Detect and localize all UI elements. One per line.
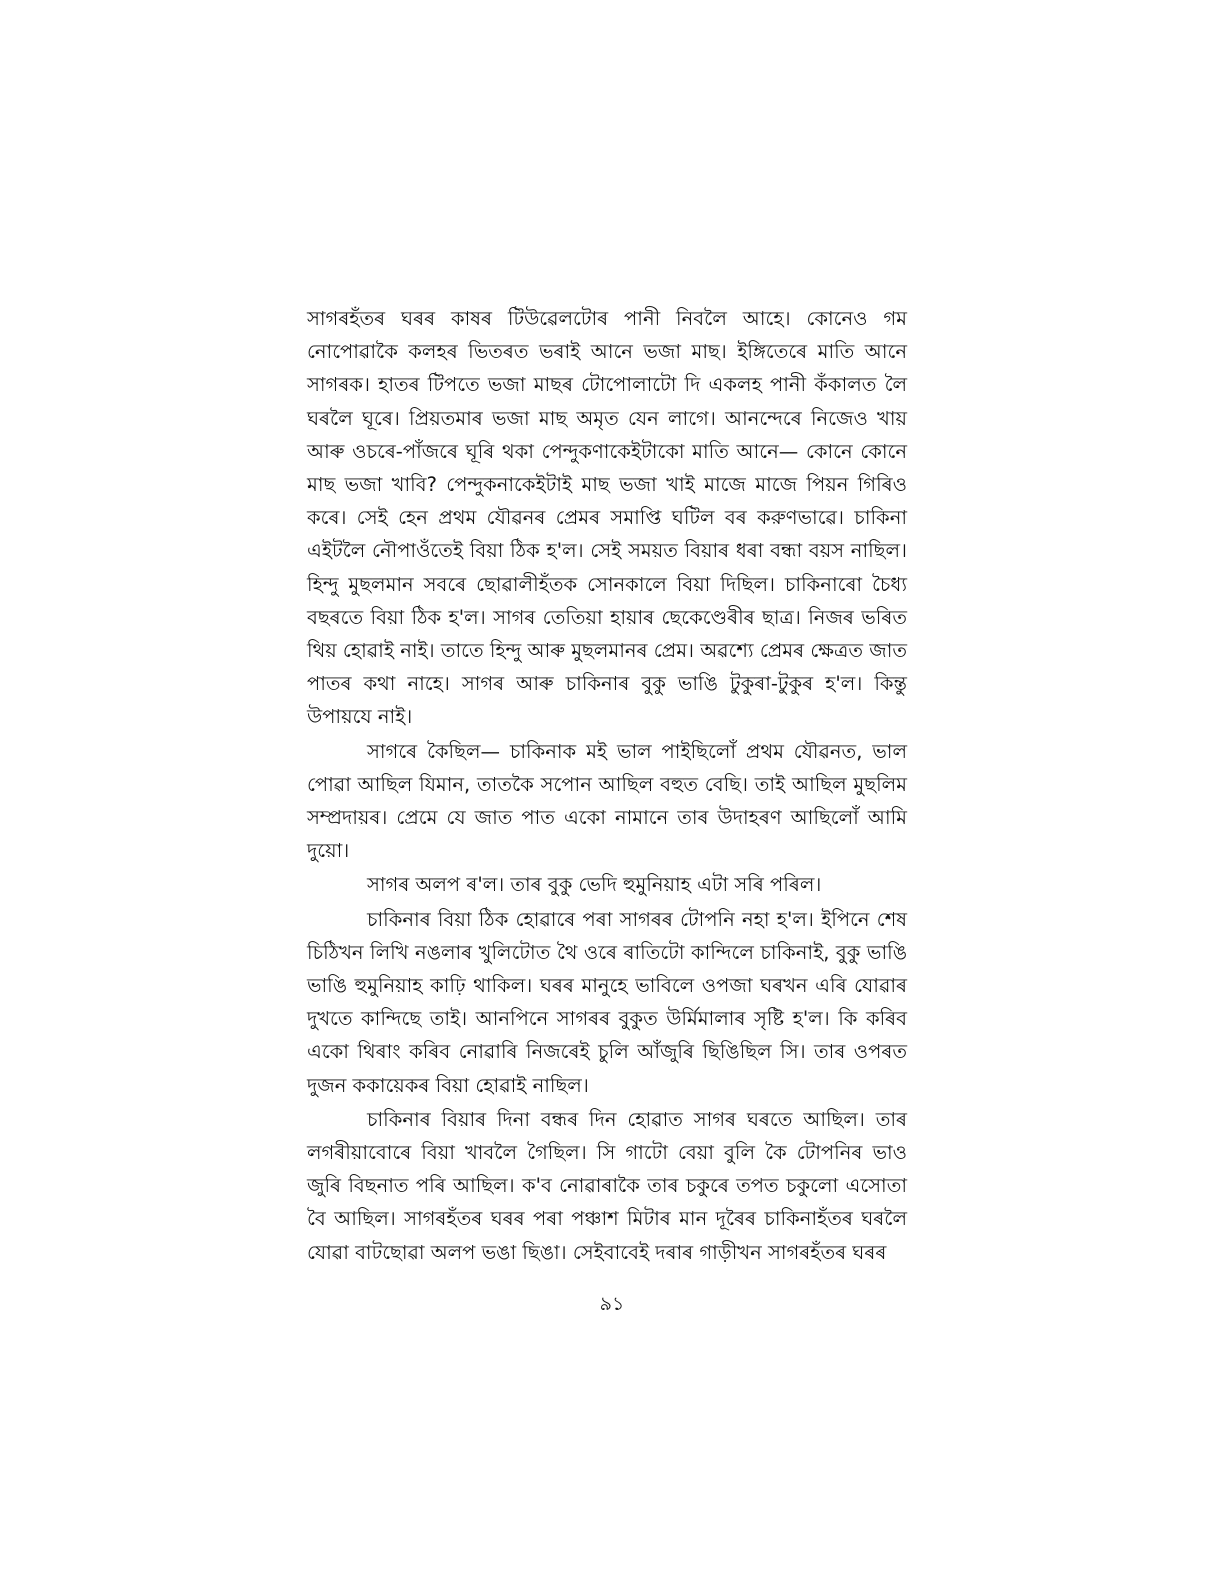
paragraph-2: সাগৰে কৈছিল— চাকিনাক মই ভাল পাইছিলোঁ প্ৰথম যৌৱনত, ভাল পোৱা আছিল যিমান, তাতকৈ সপোন আছিল বহুত বেছি। তাই আছিল মুছলিম সম্প্ৰদায়ৰ। প্ৰেমে যে জাত পাত একো নামানে তাৰ উদাহৰণ আছিলোঁ আমি দুয়ো। [307,739,907,863]
page-number: ৯১ [599,1293,625,1315]
paragraph-3: সাগৰ অলপ ৰ'ল। তাৰ বুকু ভেদি হুমুনিয়াহ এটা সৰি পৰিল। [367,873,822,897]
paragraph-4: চাকিনাৰ বিয়া ঠিক হোৱাৰে পৰা সাগৰৰ টোপনি নহা হ'ল। ইপিনে শেষ চিঠিখন লিখি নঙলাৰ খুলিটোত থৈ ওৰে ৰাতিটো কান্দিলে চাকিনাই, বুকু ভাঙি ভাঙি হুমুনিয়াহ কাঢ়ি থাকিল। ঘৰৰ মানুহে ভাবিলে ওপজা ঘৰখন এৰি যোৱাৰ দুখতে কান্দিছে তাই। আনপিনে সাগৰৰ বুকুত উৰ্মিমালাৰ সৃষ্টি হ'ল। কি কৰিব একো থিৰাং কৰিব নোৱাৰি নিজৰেই চুলি আঁজুৰি ছিঙিছিল সি। তাৰ ওপৰত দুজন ককায়েকৰ বিয়া হোৱাই নাছিল। [307,907,907,1097]
body-text [307,302,907,1269]
paragraph-1: সাগৰহঁতৰ ঘৰৰ কাষৰ টিউৱেলটোৰ পানী নিবলৈ আহে। কোনেও গম নোপোৱাকৈ কলহৰ ভিতৰত ভৰাই আনে ভজা মাছ। ইঙ্গিতেৰে মাতি আনে সাগৰক। হাতৰ টিপতে ভজা মাছৰ টোপোলাটো দি একলহ পানী কঁকালত লৈ ঘৰলৈ ঘূৰে। প্ৰিয়তমাৰ ভজা মাছ অমৃত যেন লাগে। আনন্দেৰে নিজেও খায় আৰু ওচৰে-পাঁজৰে ঘূৰি থকা পেন্দুকণাকেইটাকো মাতি আনে— কোনে কোনে মাছ ভজা খাবি? পেন্দুকনাকেইটাই মাছ ভজা খাই মাজে মাজে পিয়ন গিৰিও কৰে। সেই হেন প্ৰথম যৌৱনৰ প্ৰেমৰ সমাপ্তি ঘটিল বৰ করুণভাৱে। চাকিনা এইটলৈ নৌপাওঁতেই বিয়া ঠিক হ'ল। সেই সময়ত বিয়াৰ ধৰা বন্ধা বয়স নাছিল। হিন্দু মুছলমান সবৰে ছোৱালীহঁতক সোনকালে বিয়া দিছিল। চাকিনাৰো চৈধ্য বছৰতে বিয়া ঠিক হ'ল। সাগৰ তেতিয়া হায়াৰ ছেকেণ্ডেৰীৰ ছাত্ৰ। নিজৰ ভৰিত থিয় হোৱাই নাই। তাতে হিন্দু আৰু মুছলমানৰ প্ৰেম। অৱশ্যে প্ৰেমৰ ক্ষেত্ৰত জাত পাতৰ কথা নাহে। সাগৰ আৰু চাকিনাৰ বুকু ভাঙি টুকুৰা-টুকুৰ হ'ল। কিন্তু উপায়যে নাই। [307,307,907,729]
paragraph-5: চাকিনাৰ বিয়াৰ দিনা বন্ধৰ দিন হোৱাত সাগৰ ঘৰতে আছিল। তাৰ লগৰীয়াবোৰে বিয়া খাবলৈ গৈছিল। সি গাটো বেয়া বুলি কৈ টোপনিৰ ভাও জুৰি বিছনাত পৰি আছিল। ক'ব নোৱাৰাকৈ তাৰ চকুৰে তপত চকুলো এসোতা বৈ আছিল। সাগৰহঁতৰ ঘৰৰ পৰা পঞ্চাশ মিটাৰ মান দূৰৈৰ চাকিনাহঁতৰ ঘৰলৈ যোৱা বাটছোৱা অলপ ভঙা ছিঙা। সেইবাবেই দৰাৰ গাড়ীখন সাগৰহঁতৰ ঘৰৰ [307,1107,907,1264]
